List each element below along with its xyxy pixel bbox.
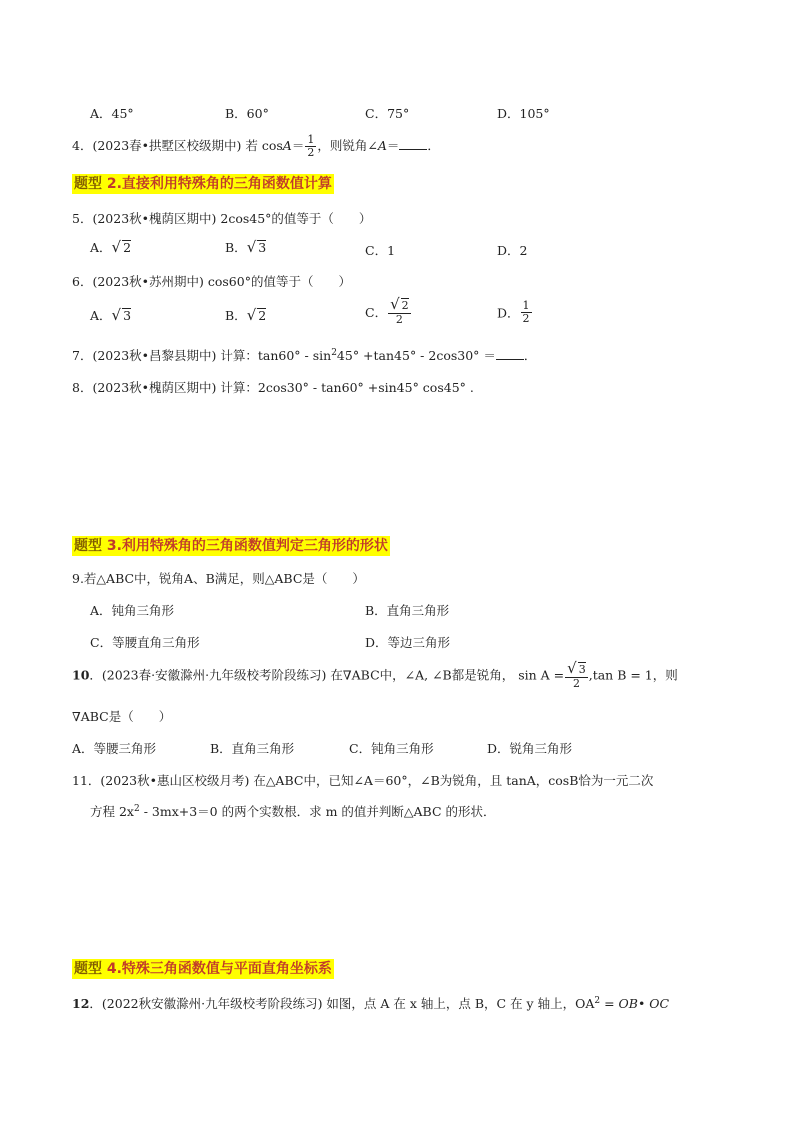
q10-number: 10	[72, 667, 90, 683]
q7-text-2: 45° +tan45° - 2cos30° ＝	[336, 348, 496, 363]
question-10	[72, 659, 678, 690]
q6-c-den: 2	[395, 313, 403, 326]
q4-end: ．	[427, 138, 440, 153]
q3-option-c[interactable]: C．75°	[365, 106, 410, 121]
q6-c-label: C．	[365, 305, 388, 320]
q7-sup: 2	[331, 347, 337, 358]
q6-b-radicand: 2	[258, 308, 267, 323]
q10-option-c[interactable]: C．钝角三角形	[349, 741, 434, 756]
q6-option-a[interactable]	[90, 306, 131, 324]
q6-option-c[interactable]	[365, 295, 412, 326]
q4-frac-den: 2	[307, 146, 315, 159]
q6-a-radicand: 3	[123, 308, 132, 323]
q6-d-label: D．	[497, 305, 520, 321]
section-heading-3	[72, 536, 390, 556]
question-11-line-2	[90, 802, 496, 820]
question-11-line-1: 11．(2023秋•惠山区校级月考) 在△ABC中，已知∠A＝60°，∠B为锐角，且 tanA，cosB恰为一元二次	[72, 773, 654, 788]
sqrt-icon: √	[111, 306, 122, 324]
q4-answer-blank[interactable]	[399, 139, 427, 150]
q5-a-radicand: 2	[123, 240, 132, 255]
q6-b-label: B．	[225, 308, 247, 323]
q6-d-fraction	[521, 300, 532, 325]
question-10-line-2: ∇ABC是（ ）	[72, 709, 172, 724]
q4-eq2: ＝	[386, 138, 400, 153]
q5-a-label: A．	[90, 240, 112, 255]
q11-text-b: - 3mx+3＝0 的两个实数根．求 m 的值并判断△ABC 的形状．	[139, 804, 496, 819]
q5-option-b[interactable]	[225, 238, 266, 256]
q12-text: ．(2022秋安徽滁州·九年级校考阶段练习) 如图，点 A 在 x 轴上，点 B，C 在 y 轴上，OA	[89, 996, 595, 1011]
sqrt-icon: √	[246, 238, 257, 256]
q10-radicand: 3	[578, 663, 586, 676]
q6-option-d[interactable]	[497, 300, 533, 325]
q10-option-a[interactable]: A．等腰三角形	[72, 741, 157, 756]
q10-source: ．(2023春·安徽滁州·九年级校考阶段练习) 在∇ABC中，∠A, ∠B都是锐角，	[89, 667, 515, 683]
q11-sup: 2	[133, 803, 140, 814]
q12-tail: = OB• OC	[600, 996, 670, 1011]
q5-option-a[interactable]	[90, 238, 131, 256]
q6-a-label: A．	[90, 308, 112, 323]
q10-sin: sin A =	[518, 667, 565, 683]
heading-2-label: 题型	[74, 176, 102, 192]
q5-option-c[interactable]: C．1	[365, 243, 396, 258]
q10-tan: ,tan B = 1，则	[588, 667, 678, 683]
q6-c-fraction	[388, 295, 411, 326]
q10-frac-den: 2	[572, 677, 580, 690]
q10-fraction	[565, 659, 588, 690]
q6-c-radicand: 2	[401, 299, 409, 312]
q9-option-b[interactable]: B．直角三角形	[365, 603, 450, 618]
q5-option-d[interactable]: D．2	[497, 243, 528, 258]
q4-eq: ＝	[291, 138, 305, 153]
q5-b-radicand: 3	[258, 240, 267, 255]
question-4	[72, 134, 440, 159]
sqrt-icon: √	[111, 238, 122, 256]
q4-frac-num: 1	[307, 133, 315, 146]
heading-4-label: 题型	[74, 961, 102, 977]
q7-text-1: 7．(2023秋•昌黎县期中) 计算：tan60° - sin	[72, 348, 332, 363]
q10-option-d[interactable]: D．锐角三角形	[487, 741, 573, 756]
q10-option-b[interactable]: B．直角三角形	[210, 741, 295, 756]
sqrt-icon: √	[390, 295, 400, 313]
heading-2-text: 2.直接利用特殊角的三角函数值计算	[106, 176, 332, 192]
section-heading-2	[72, 174, 334, 194]
q6-c-num	[388, 295, 411, 314]
q5-b-label: B．	[225, 240, 247, 255]
q6-d-den: 2	[522, 312, 530, 325]
q12-sup: 2	[594, 995, 601, 1006]
section-heading-4	[72, 959, 334, 979]
heading-4-text: 4.特殊三角函数值与平面直角坐标系	[106, 961, 332, 977]
question-7	[72, 346, 536, 364]
q3-option-d[interactable]: D．105°	[497, 106, 550, 121]
question-9-stem: 9.若△ABC中，锐角A、B满足，则△ABC是（ ）	[72, 571, 365, 586]
q4-prefix: 4．(2023春•拱墅区校级期中) 若 cos	[72, 138, 283, 153]
question-6-stem: 6．(2023秋•苏州期中) cos60°的值等于（ ）	[72, 274, 351, 289]
question-12	[72, 994, 669, 1012]
q7-answer-blank[interactable]	[496, 349, 524, 360]
q6-d-num: 1	[522, 299, 530, 312]
heading-3-text: 3.利用特殊角的三角函数值判定三角形的形状	[106, 538, 388, 554]
q12-number: 12	[72, 996, 90, 1011]
sqrt-icon: √	[567, 659, 577, 677]
q7-end: ．	[523, 348, 537, 363]
q11-text-a: 方程 2x	[90, 804, 134, 819]
heading-3-label: 题型	[74, 538, 102, 554]
q4-var2: A	[377, 138, 387, 153]
q9-option-a[interactable]: A．钝角三角形	[90, 603, 175, 618]
question-8: 8．(2023秋•槐荫区期中) 计算：2cos30° - tan60° +sin45° cos45° .	[72, 380, 474, 395]
q4-mid: ，则锐角∠	[317, 138, 378, 153]
q9-option-c[interactable]: C．等腰直角三角形	[90, 635, 200, 650]
q4-fraction	[305, 134, 316, 159]
q9-option-d[interactable]: D．等边三角形	[365, 635, 451, 650]
q10-frac-num	[565, 659, 588, 678]
q4-var: A	[282, 138, 292, 153]
q6-option-b[interactable]	[225, 306, 266, 324]
sqrt-icon: √	[246, 306, 257, 324]
q3-option-b[interactable]: B．60°	[225, 106, 269, 121]
question-5-stem: 5．(2023秋•槐荫区期中) 2cos45°的值等于（ ）	[72, 211, 372, 226]
q3-option-a[interactable]: A．45°	[90, 106, 134, 121]
